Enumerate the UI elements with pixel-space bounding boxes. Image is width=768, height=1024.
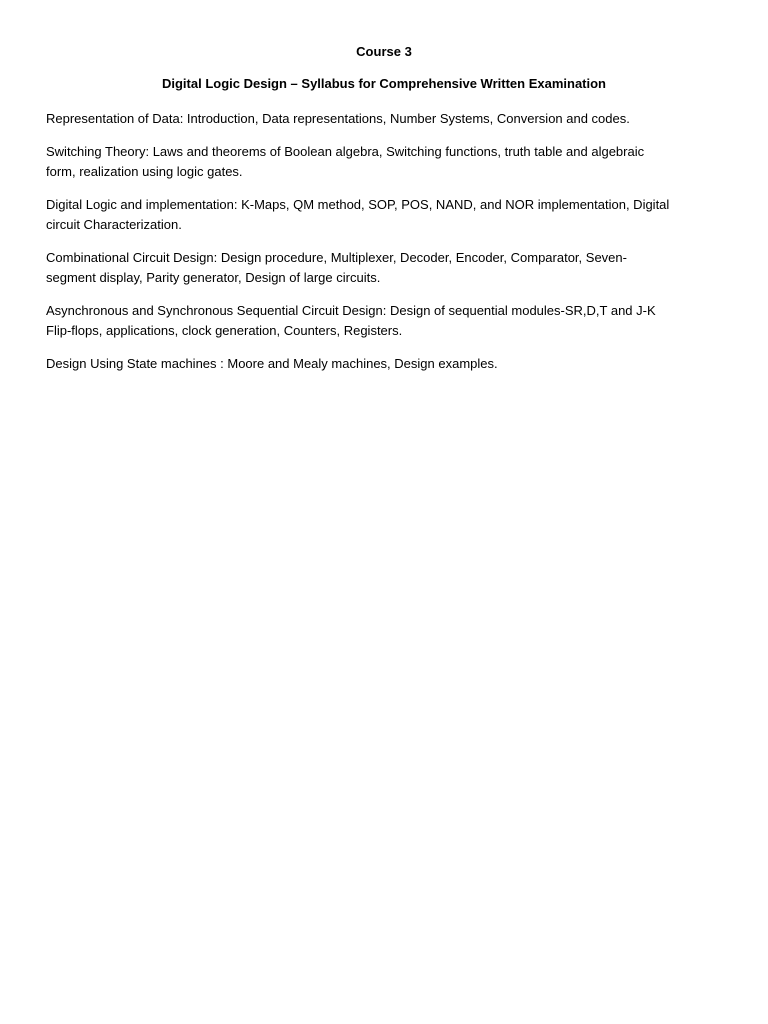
topic-line: Design Using State machines : Moore and Mealy machines, Design examples. [46,356,498,371]
topic-line: form, realization using logic gates. [46,164,243,179]
topic-line: circuit Characterization. [46,217,182,232]
topic-line: Flip-flops, applications, clock generation, Counters, Registers. [46,323,403,338]
topic-line: Switching Theory: Laws and theorems of Boolean algebra, Switching functions, truth table and algebraic [46,144,645,159]
topic-line: Asynchronous and Synchronous Sequential Circuit Design: Design of sequential modules-SR,D,T and J-K [46,303,656,318]
course-heading: Course 3 [356,44,412,59]
topic-data-representation [46,109,726,129]
topic-state-machines [46,354,726,374]
topic-digital-logic [46,195,726,235]
topic-sequential-circuit [46,301,726,341]
topic-line: Representation of Data: Introduction, Data representations, Number Systems, Conversion and codes. [46,111,630,126]
topic-line: Combinational Circuit Design: Design procedure, Multiplexer, Decoder, Encoder, Comparator, Seven- [46,250,627,265]
topic-switching-theory [46,142,726,182]
syllabus-title: Digital Logic Design – Syllabus for Comprehensive Written Examination [161,76,606,91]
topic-combinational-circuit [46,248,726,288]
topic-line: Digital Logic and implementation: K-Maps, QM method, SOP, POS, NAND, and NOR implementation, Digital [46,197,670,212]
syllabus-topics [46,109,726,387]
topic-line: segment display, Parity generator, Design of large circuits. [46,270,381,285]
